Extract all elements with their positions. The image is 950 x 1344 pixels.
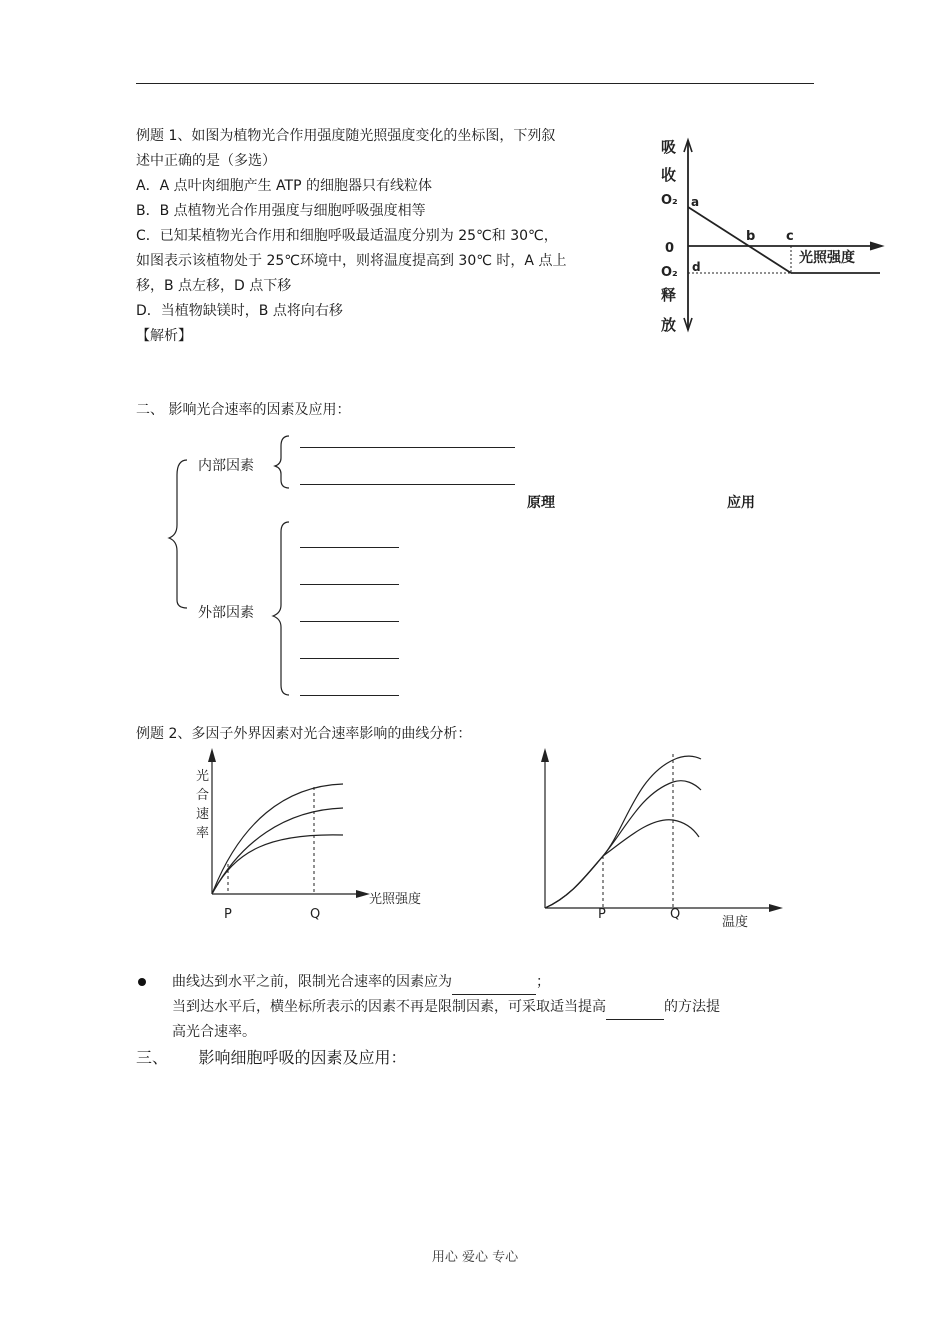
fig1-point-c: c bbox=[786, 229, 794, 244]
fig1-ylabel-4: O₂ bbox=[661, 265, 678, 280]
fig1-xlabel: 光照强度 bbox=[799, 250, 855, 266]
chart1-series-1 bbox=[212, 784, 343, 894]
fig1-ylabel-1: 吸 bbox=[661, 138, 677, 156]
chart2-series-2 bbox=[545, 781, 701, 908]
internal-blank-2[interactable] bbox=[300, 484, 515, 485]
fig1-zero: 0 bbox=[665, 241, 675, 256]
principle-header: 原理 bbox=[527, 495, 555, 511]
option-c-line1: C．已知某植物光合作用和细胞呼吸最适温度分别为 25℃和 30℃， bbox=[136, 228, 558, 244]
external-blank-4[interactable] bbox=[300, 658, 399, 659]
bullet-line2-text: 当到达水平后，横坐标所表示的因素不再是限制因素，可采取适当提高 bbox=[172, 999, 606, 1015]
option-a: A．A 点叶肉细胞产生 ATP 的细胞器只有线粒体 bbox=[136, 178, 432, 194]
chart1-ylabel-1: 光 bbox=[196, 769, 210, 784]
external-brace bbox=[273, 522, 289, 695]
fig1-point-d: d bbox=[692, 260, 701, 274]
chart-temperature bbox=[525, 742, 795, 942]
option-d: D．当植物缺镁时，B 点将向右移 bbox=[136, 303, 343, 319]
option-b: B．B 点植物光合作用强度与细胞呼吸强度相等 bbox=[136, 203, 426, 219]
bullet-line2-end: 的方法提 bbox=[664, 999, 720, 1015]
chart2-series-3 bbox=[545, 820, 699, 908]
external-blank-1[interactable] bbox=[300, 547, 399, 548]
chart1-series-2 bbox=[212, 808, 343, 894]
fig1-point-b: b bbox=[746, 229, 756, 244]
chart-light-intensity bbox=[190, 742, 440, 927]
chart1-ylabel-2: 合 bbox=[196, 788, 210, 803]
bullet-line1 bbox=[172, 970, 550, 995]
section3-title: 三、 影响细胞呼吸的因素及应用： bbox=[136, 1048, 407, 1067]
outer-brace bbox=[169, 460, 187, 608]
figure1-diagram bbox=[655, 130, 885, 340]
external-blank-3[interactable] bbox=[300, 621, 399, 622]
chart1-xlabel: 光照强度 bbox=[369, 892, 422, 907]
fig1-ylabel-6: 放 bbox=[661, 316, 677, 334]
bullet-line1-end: ； bbox=[536, 974, 550, 990]
option-c-line3: 移，B 点左移，D 点下移 bbox=[136, 278, 292, 294]
page-footer: 用心 爱心 专心 bbox=[431, 1250, 519, 1265]
chart2-xlabel: 温度 bbox=[722, 915, 749, 930]
external-blank-2[interactable] bbox=[300, 584, 399, 585]
internal-brace bbox=[275, 436, 289, 488]
bullet-line3: 高光合速率。 bbox=[172, 1024, 256, 1040]
fig1-curve bbox=[688, 207, 791, 273]
application-header: 应用 bbox=[727, 495, 755, 511]
example1-line1: 例题 1、如图为植物光合作用强度随光照强度变化的坐标图，下列叙 bbox=[136, 128, 556, 144]
chart2-tick-q: Q bbox=[670, 907, 681, 922]
header-rule bbox=[136, 83, 814, 84]
external-blank-5[interactable] bbox=[300, 695, 399, 696]
example1-line2: 述中正确的是（多选） bbox=[136, 153, 276, 169]
internal-factors-label: 内部因素 bbox=[198, 458, 254, 474]
chart1-tick-p: P bbox=[224, 907, 232, 922]
internal-blank-1[interactable] bbox=[300, 447, 515, 448]
example2-title: 例题 2、多因子外界因素对光合速率影响的曲线分析： bbox=[136, 726, 472, 742]
analysis-label: 【解析】 bbox=[136, 328, 192, 344]
option-c-line2: 如图表示该植物处于 25℃环境中，则将温度提高到 30℃ 时，A 点上 bbox=[136, 253, 567, 269]
fig1-ylabel-3: O₂ bbox=[661, 193, 678, 208]
section2-title: 二、 影响光合速率的因素及应用： bbox=[136, 402, 351, 418]
bullet-line2 bbox=[172, 995, 720, 1020]
external-factors-label: 外部因素 bbox=[198, 605, 254, 621]
increase-factor-blank[interactable] bbox=[606, 1001, 664, 1020]
chart2-tick-p: P bbox=[598, 907, 606, 922]
chart1-ylabel-3: 速 bbox=[196, 807, 210, 822]
bullet-dot bbox=[138, 978, 146, 986]
chart1-ylabel-4: 率 bbox=[196, 826, 210, 841]
bullet-line1-text: 曲线达到水平之前，限制光合速率的因素应为 bbox=[172, 974, 452, 990]
fig1-ylabel-5: 释 bbox=[661, 286, 677, 304]
limiting-factor-blank[interactable] bbox=[452, 976, 536, 995]
fig1-point-a: a bbox=[691, 195, 700, 209]
chart1-tick-q: Q bbox=[310, 907, 321, 922]
chart2-series-1 bbox=[545, 756, 701, 908]
fig1-ylabel-2: 收 bbox=[661, 166, 677, 184]
